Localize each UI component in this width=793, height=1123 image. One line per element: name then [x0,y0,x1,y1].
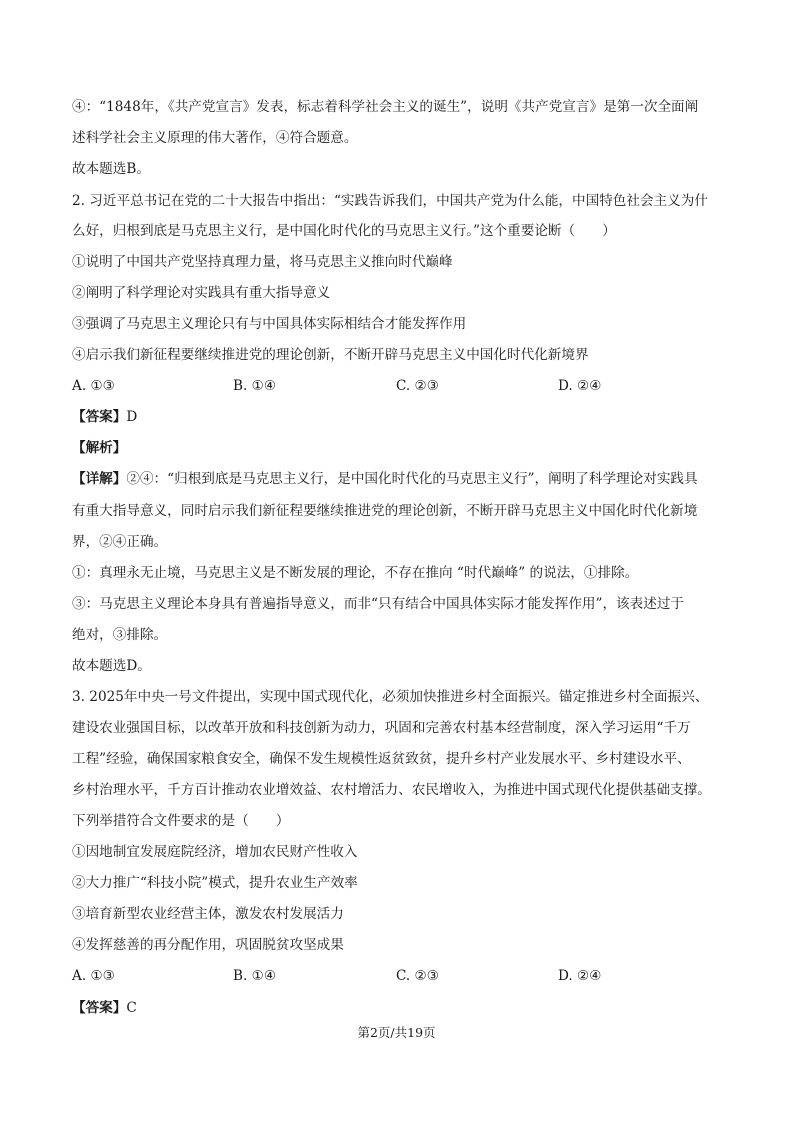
q3-answer [72,999,137,1017]
q3-stem-line-1: 3. 2025年中央一号文件提出，实现中国式现代化，必须加快推进乡村全面振兴。锚定推进乡村全面振兴、 [72,689,709,705]
q2-detail-line-3: 界，②④正确。 [72,534,168,550]
q3-item-2: ②大力推广“科技小院”模式，提升农业生产效率 [72,875,358,891]
q2-exclude-3b: 绝对，③排除。 [72,627,168,643]
answer-tag: 【答案】 [72,1000,127,1016]
answer-tag: 【答案】 [72,409,127,425]
q3-option-c: C. ②③ [396,968,439,984]
q2-option-a: A. ①③ [72,378,115,394]
q3-stem-line-5: 下列举措符合文件要求的是（ ） [72,813,290,829]
q2-item-4: ④启示我们新征程要继续推进党的理论创新，不断开辟马克思主义中国化时代化新境界 [72,347,589,363]
q2-item-2: ②阐明了科学理论对实践具有重大指导意义 [72,285,331,301]
q2-option-b: B. ①④ [233,378,277,394]
q2-detail-line-1 [72,470,698,488]
intro-conclusion: 故本题选B。 [72,161,150,177]
q2-item-1: ①说明了中国共产党坚持真理力量，将马克思主义推向时代巅峰 [72,254,453,270]
q3-option-b: B. ①④ [233,968,277,984]
q3-item-1: ①因地制宜发展庭院经济，增加农民财产性收入 [72,844,358,860]
intro-line-2: 述科学社会主义原理的伟大著作，④符合题意。 [72,130,358,146]
q3-stem-line-2: 建设农业强国目标，以改革开放和科技创新为动力，巩固和完善农村基本经营制度，深入学习运用“千万 [72,720,691,736]
q3-item-3: ③培育新型农业经营主体，激发农村发展活力 [72,906,344,922]
detail-text: ②④：“归根到底是马克思主义行，是中国化时代化的马克思主义行”，阐明了科学理论对实践具 [126,471,698,487]
q2-analysis-heading [72,439,126,457]
analysis-tag: 【解析】 [72,440,127,456]
q2-answer [72,408,137,426]
answer-value: C [126,1000,137,1016]
q2-option-c: C. ②③ [396,378,439,394]
q2-exclude-1: ①：真理永无止境，马克思主义是不断发展的理论，不存在推向 “时代巅峰” 的说法，①排除。 [72,565,639,581]
q3-option-d: D. ②④ [558,968,602,984]
q2-detail-line-2: 有重大指导意义，同时启示我们新征程要继续推进党的理论创新，不断开辟马克思主义中国化时代化新境 [72,503,698,519]
q2-stem-line-2: 么好，归根到底是马克思主义行，是中国化时代化的马克思主义行。”这个重要论断（ ） [72,223,616,239]
q2-exclude-3a: ③：马克思主义理论本身具有普遍指导意义，而非“只有结合中国具体实际才能发挥作用”，该表述过于 [72,596,685,612]
q3-item-4: ④发挥慈善的再分配作用，巩固脱贫攻坚成果 [72,937,344,953]
q3-option-a: A. ①③ [72,968,115,984]
answer-value: D [126,409,138,425]
intro-line-1: ④：“1848年，《共产党宣言》发表，标志着科学社会主义的诞生”，说明《共产党宣言》是第一次全面阐 [72,99,699,115]
q2-conclusion: 故本题选D。 [72,658,151,674]
q3-stem-line-3: 工程”经验，确保国家粮食安全，确保不发生规模性返贫致贫，提升乡村产业发展水平、乡村建设水平、 [72,751,691,767]
q3-stem-line-4: 乡村治理水平，千方百计推动农业增效益、农村增活力、农民增收入，为推进中国式现代化提供基础支撑。 [72,782,711,798]
page-footer: 第2页/共19页 [357,1025,436,1040]
q2-stem-line-1: 2. 习近平总书记在党的二十大报告中指出：“实践告诉我们，中国共产党为什么能，中国特色社会主义为什 [72,193,708,209]
q2-item-3: ③强调了马克思主义理论只有与中国具体实际相结合才能发挥作用 [72,316,467,332]
q2-option-d: D. ②④ [558,378,602,394]
detail-tag: 【详解】 [72,471,127,487]
